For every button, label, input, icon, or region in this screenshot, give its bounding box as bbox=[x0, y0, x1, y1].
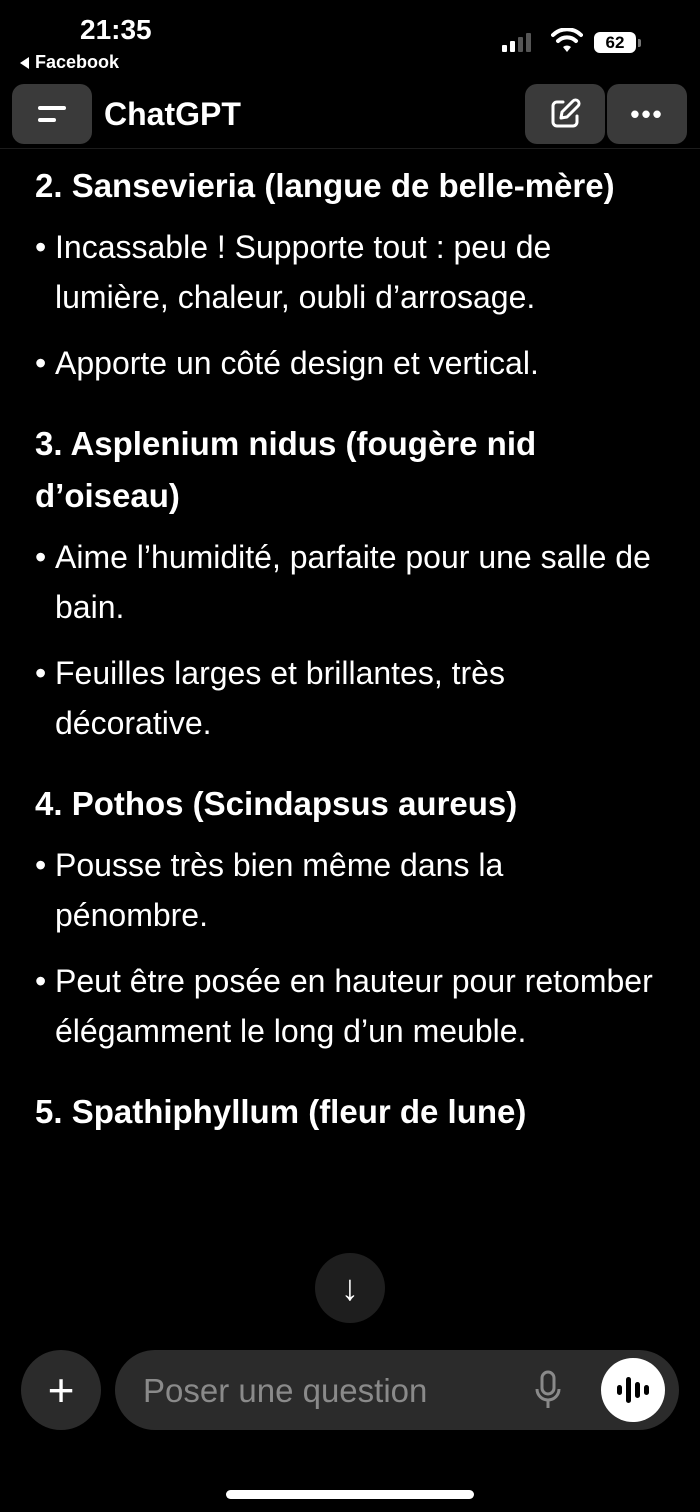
microphone-icon[interactable] bbox=[533, 1370, 563, 1412]
cellular-signal-icon bbox=[502, 32, 531, 52]
plus-icon: + bbox=[47, 1364, 75, 1416]
wifi-icon bbox=[551, 28, 583, 54]
list-item: • Apporte un côté design et vertical. bbox=[35, 338, 655, 388]
clock: 21:35 bbox=[80, 14, 152, 45]
app-title: ChatGPT bbox=[104, 96, 241, 132]
list-item: • Incassable ! Supporte tout : peu de lumière, chaleur, oubli d’arrosage. bbox=[35, 222, 655, 322]
compose-icon bbox=[547, 96, 583, 132]
list-item: • Peut être posée en hauteur pour retomber élégamment le long d’un meuble. bbox=[35, 956, 655, 1056]
section-heading: 5. Spathiphyllum (fleur de lune) bbox=[35, 1093, 527, 1130]
list-item: • Pousse très bien même dans la pénombre. bbox=[35, 840, 655, 940]
plant-section bbox=[35, 160, 655, 388]
plant-section bbox=[35, 778, 655, 1056]
sidebar-menu-button[interactable] bbox=[12, 84, 92, 144]
new-chat-button[interactable] bbox=[525, 84, 605, 144]
more-icon: ••• bbox=[630, 98, 664, 129]
plant-section bbox=[35, 1086, 655, 1138]
list-item: • Aime l’humidité, parfaite pour une salle de bain. bbox=[35, 532, 655, 632]
top-nav bbox=[0, 80, 700, 149]
more-options-button[interactable] bbox=[607, 84, 687, 144]
scroll-to-bottom-button[interactable] bbox=[315, 1253, 385, 1323]
home-indicator[interactable] bbox=[226, 1490, 474, 1499]
back-arrow-icon bbox=[20, 57, 29, 69]
section-heading: 2. Sansevieria (langue de belle-mère) bbox=[35, 167, 615, 204]
section-heading: 3. Asplenium nidus (fougère nid d’oiseau) bbox=[35, 425, 537, 514]
message-input-container bbox=[115, 1350, 679, 1430]
attach-button[interactable] bbox=[21, 1350, 101, 1430]
list-item: • Feuilles larges et brillantes, très décorative. bbox=[35, 648, 655, 748]
back-to-app-link[interactable] bbox=[20, 52, 119, 73]
chat-message bbox=[35, 160, 655, 1138]
back-app-label: Facebook bbox=[35, 52, 120, 72]
composer bbox=[0, 1350, 700, 1432]
menu-icon bbox=[38, 106, 66, 122]
plant-section bbox=[35, 418, 655, 748]
battery-icon: 62 bbox=[594, 32, 636, 53]
message-input[interactable] bbox=[141, 1368, 515, 1414]
arrow-down-icon: ↓ bbox=[341, 1267, 359, 1308]
status-bar bbox=[0, 0, 700, 80]
voice-mode-button[interactable] bbox=[601, 1358, 665, 1422]
section-heading: 4. Pothos (Scindapsus aureus) bbox=[35, 785, 518, 822]
